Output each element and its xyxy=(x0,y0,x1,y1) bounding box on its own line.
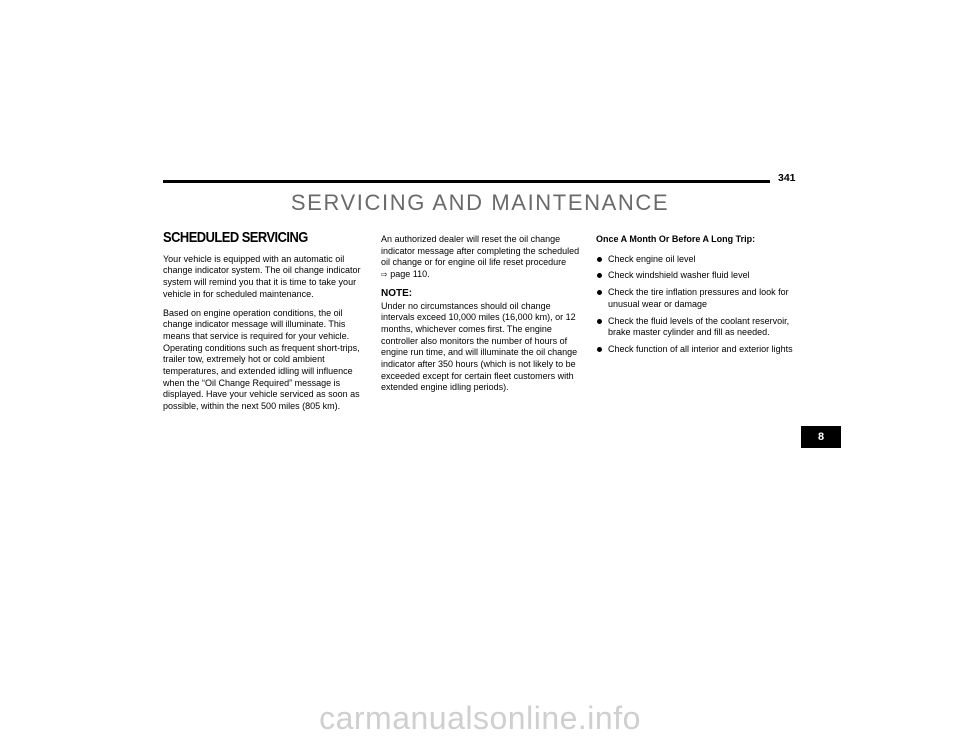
paragraph xyxy=(381,234,581,281)
list-item xyxy=(596,316,801,339)
page-reference-link[interactable]: page 110. xyxy=(390,269,430,280)
checklist xyxy=(596,254,801,356)
page-number: 341 xyxy=(778,172,796,184)
list-item-text: Check function of all interior and exterior lights xyxy=(608,343,793,354)
note-label: NOTE: xyxy=(381,287,413,299)
bullet-icon xyxy=(597,319,602,324)
list-item xyxy=(596,270,801,282)
note-text: Under no circumstances should oil change intervals exceed 10,000 miles (16,000 km), or 12 months, whichever comes first. The engine controller also monitors the number of hours of engine run time, and will illuminate the oil change indicator after 350 hours (which is not likely to be exceeded except for certain fleet customers with extended engine idling periods). xyxy=(381,300,578,393)
column-3 xyxy=(596,234,801,361)
bullet-icon xyxy=(597,290,602,295)
list-item-text: Check the fluid levels of the coolant reservoir, brake master cylinder and fill as needed. xyxy=(608,315,790,338)
header-rule xyxy=(163,180,770,183)
list-item-text: Check windshield washer fluid level xyxy=(608,270,750,281)
column-1 xyxy=(163,230,365,420)
page-reference-arrow-icon: ⇨ xyxy=(381,270,388,280)
list-item-text: Check engine oil level xyxy=(608,253,696,264)
chapter-heading: SCHEDULED SERVICING xyxy=(163,229,308,246)
bullet-icon xyxy=(597,257,602,262)
bullet-icon xyxy=(597,347,602,352)
column-2 xyxy=(381,234,581,401)
paragraph: Based on engine operation conditions, the oil change indicator message will illuminate. This means that service is required for your vehicle. Operating conditions such as frequent short-trips, trailer tow, extremely hot or cold ambient temperatures, and extended idling will influence when the “Oil Change Required” message is displayed. Have your vehicle serviced as soon as possible, within the next 500 miles (805 km). xyxy=(163,307,360,412)
bullet-icon xyxy=(597,273,602,278)
chapter-tab: 8 xyxy=(801,426,841,448)
watermark: carmanualsonline.info xyxy=(319,700,641,736)
checklist-heading: Once A Month Or Before A Long Trip: xyxy=(596,234,756,244)
paragraph: Your vehicle is equipped with an automatic oil change indicator system. The oil change indicator system will remind you that it is time to take your vehicle in for scheduled maintenance. xyxy=(163,253,361,299)
list-item xyxy=(596,287,801,310)
paragraph-text: An authorized dealer will reset the oil change indicator message after completing the scheduled oil change or for engine oil life reset procedure xyxy=(381,234,580,268)
list-item xyxy=(596,254,801,266)
list-item xyxy=(596,344,801,356)
section-title: SERVICING AND MAINTENANCE xyxy=(290,190,670,215)
list-item-text: Check the tire inflation pressures and look for unusual wear or damage xyxy=(608,287,789,309)
